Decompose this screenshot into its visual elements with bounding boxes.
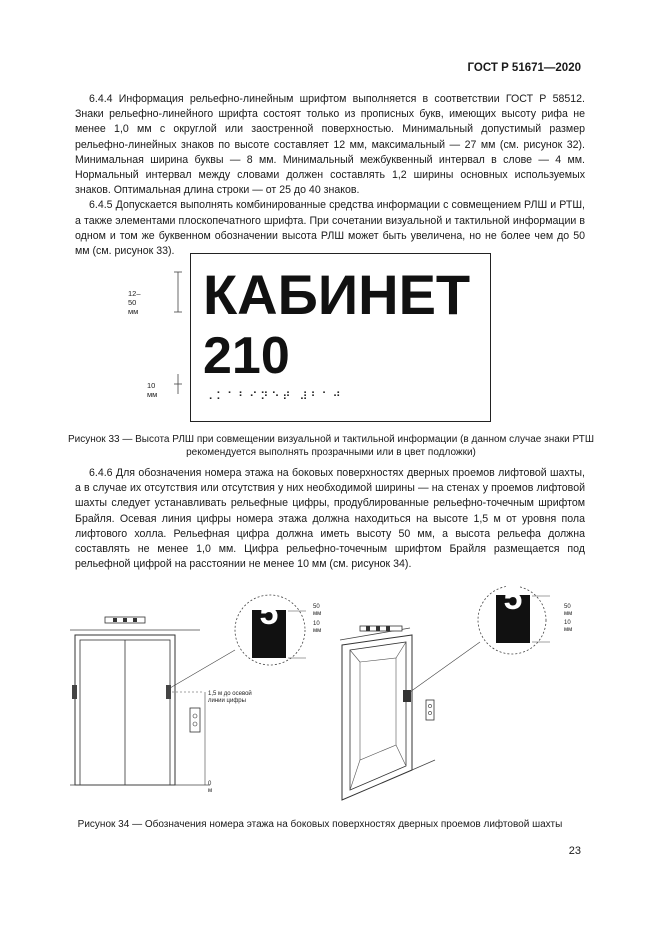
figure-33-caption xyxy=(40,433,622,459)
dim-50-left: 50 мм xyxy=(313,604,322,617)
dimension-label-gap: 10 мм xyxy=(147,381,158,399)
paragraph-6-4-5: 6.4.5 Допускается выполнять комбинированные средства информации с совмещением РЛШ и РТШ, а также элементами плоскопечатного шрифта. При сочетании визуальной и тактильной информации в одном и том же буквенном обозначении высота РЛШ может быть увеличена, но не более чем до 50 мм (см. рисунок 33). xyxy=(75,199,585,258)
page-number: 23 xyxy=(568,845,581,857)
axis-height-label: 1,5 м до осевой линии цифры xyxy=(208,691,252,704)
dimension-marks xyxy=(168,262,188,402)
dimension-label-height: 12–50 мм xyxy=(128,289,141,316)
sign-word: КАБИНЕТ xyxy=(203,263,471,326)
sign-number: 210 xyxy=(203,327,290,385)
floor-level-label: 0 м xyxy=(208,781,213,794)
right-elevator-drawing xyxy=(340,586,550,800)
document-header: ГОСТ Р 51671—2020 xyxy=(467,62,581,74)
floor-number-left: 5 xyxy=(259,594,279,632)
dim-10-left: 10 мм xyxy=(313,621,322,634)
figure-34-caption: Рисунок 34 — Обозначения номера этажа на боковых поверхностях дверных проемов лифтовой шахты xyxy=(77,819,563,830)
cabinet-sign xyxy=(190,253,491,422)
figure-33-caption-line1: Рисунок 33 — Высота РЛШ при совмещении визуальной и тактильной информации (в данном случае знаки РТШ xyxy=(67,434,595,445)
paragraph-6-4-6: 6.4.6 Для обозначения номера этажа на боковых поверхностях дверных проемов лифтовой шахты, а в случае их отсутствия или отсутствия у них необходимой ширины — на стенах у проемов лифтовой шахты следует устанавливать рельефные цифры, продублированные рельефно-точечным шрифтом Брайля. Осевая линия цифры номера этажа должна находиться на высоте 1,5 м от уровня пола лифтового холла. Рельефная цифра должна иметь высоту 50 мм, а высота рельефа должна составлять не менее 1,0 мм. Цифра рельефно-точечным шрифтом Брайля размещается под рельефной цифрой на расстоянии не менее 10 мм (см. рисунок 34). xyxy=(75,467,585,571)
floor-number-right: 5 xyxy=(503,579,523,617)
sign-braille: ⠠⠅⠁⠃⠊⠝⠑⠞ ⠼⠃⠁⠚ xyxy=(205,391,344,403)
dim-10-right: 10 мм xyxy=(564,620,573,633)
section-text-lower xyxy=(75,466,585,572)
dim-50-right: 50 мм xyxy=(564,604,573,617)
figure-33-caption-line2: рекомендуется выполнять прозрачными или в цвет подложки) xyxy=(186,447,476,458)
paragraph-6-4-4: 6.4.4 Информация рельефно-линейным шрифтом выполняется в соответствии ГОСТ Р 58512. Знаки рельефно-линейного шрифта состоят только из прописных букв, имеющих высоту рифа не менее 1,0 мм с округлой или заостренной поверхностью. Минимальный допустимый размер рельефно-линейных знаков по высоте составляет 12 мм, максимальный — 27 мм (см. рисунок 32). Минимальная ширина буквы — 8 мм. Минимальный межбуквенный интервал в слове — 4 мм. Нормальный интервал между словами должен составлять 1,2 ширины основных используемых знаков. Оптимальная длина строки — от 25 до 40 знаков. xyxy=(75,93,585,197)
section-text-upper xyxy=(75,92,585,259)
